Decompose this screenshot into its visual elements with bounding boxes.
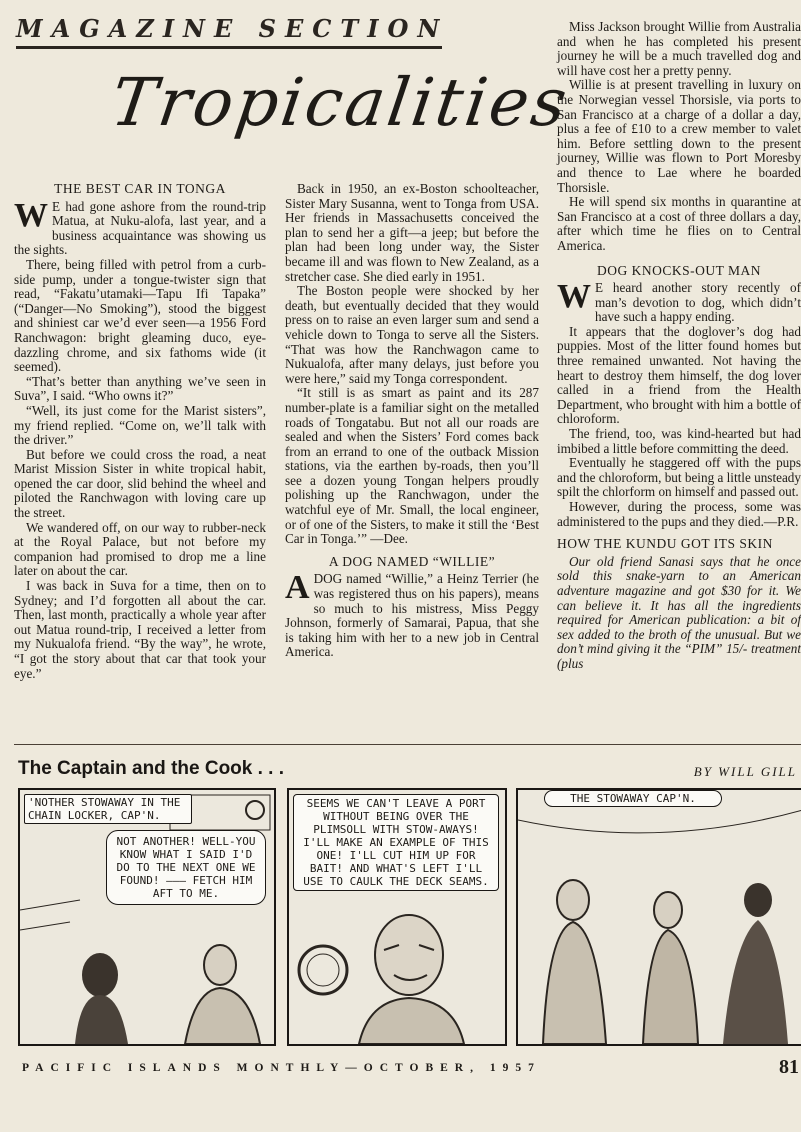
comic-illustration: [518, 790, 801, 1044]
article-paragraph: However, during the process, some was administered to the pups and they died.—P.R.: [557, 499, 801, 529]
comic-divider: [14, 744, 801, 745]
drop-cap: A: [285, 569, 310, 607]
column-2: [285, 182, 539, 660]
comic-title: The Captain and the Cook . . .: [18, 758, 285, 779]
article-paragraph: Miss Jackson brought Willie from Australia and when he has completed his present journey he will be a much travelled dog and will have cost her a pretty penny.: [557, 19, 801, 78]
article-paragraph: It appears that the doglover’s dog had puppies. Most of the litter found homes but three remained unwanted. Not having the heart to destroy them himself, the dog lover called in a friend from the Health Department, who brought with him a bottle of chloroform.: [557, 323, 801, 427]
comic-illustration: [20, 790, 274, 1044]
article-paragraph: W E had gone ashore from the round-trip Matua, at Nuku-alofa, last year, and a business acquaintance was showing us the sights.: [14, 196, 266, 258]
article-paragraph: Our old friend Sanasi says that he once sold this snake-yarn to an American adventure magazine and got $30 for it. We can believe it. It has all the ingredients required for American publication: a bit of sex added to the broth of the unusual. But we don’t mind giving it the “PIM” 15/- treatment (plus: [557, 553, 801, 671]
comic-credit: BY WILL GILL: [693, 764, 797, 779]
article-paragraph: “That’s better than anything we’ve seen in Suva”, I said. “Who owns it?”: [14, 373, 266, 404]
section-title: MAGAZINE SECTION: [16, 14, 449, 43]
article-paragraph: We wandered off, on our way to rubber-neck at the Royal Palace, but not before my companion had promised to drop me a line later on about the car.: [14, 519, 266, 579]
caption-box: THE STOWAWAY CAP'N.: [544, 790, 722, 807]
drop-cap: W: [14, 196, 48, 234]
section-divider: [16, 46, 442, 49]
caption-box: 'NOTHER STOWAWAY IN THE CHAIN LOCKER, CAP'N.: [24, 794, 192, 824]
drop-cap: W: [557, 278, 591, 316]
comic-panel-3: [516, 788, 801, 1046]
heading-best-car: THE BEST CAR IN TONGA: [54, 181, 226, 196]
comic-panel-1: [18, 788, 276, 1046]
heading-dog-willie: A DOG NAMED “WILLIE”: [328, 553, 496, 569]
article-paragraph: Back in 1950, an ex-Boston schoolteacher, Sister Mary Susanna, went to Tonga from USA. Her friends in Massachusetts conceived the plan to send her a gift—a jeep; but before the plan had been long under way, the Sister became ill and was flown to New Zealand, as a stretcher case. She died early in 1951.: [285, 181, 539, 284]
comic-panel-2: [287, 788, 507, 1046]
heading-kundu: HOW THE KUNDU GOT ITS SKIN: [557, 536, 773, 552]
article-paragraph: Eventually he staggered off with the pups and the chloroform, but being a little unsteady spilt the chlorform on himself and passed out.: [557, 455, 801, 500]
page-number: 81: [779, 1056, 799, 1078]
speech-balloon: NOT ANOTHER! WELL-YOU KNOW WHAT I SAID I'D DO TO THE NEXT ONE WE FOUND! ——— FETCH HIM AFT TO ME.: [106, 830, 266, 905]
article-paragraph: “It still is as smart as paint and its 287 number-plate is a familiar sight on the metalled roads of Tongatabu. But not all our roads are sealed and when the Sisters’ Ford comes back from an errand to one of the outback Mission stations, via the earthen by-roads, then you’ll see a dozen young Tongan helpers proudly polishing up the Ranchwagon, under the watchful eye of Mr. Small, the local engineer, or of one of the Sisters, to make it still the ‘Best Car in Tonga.’” —Dee.: [285, 385, 539, 547]
article-paragraph: Willie is at present travelling in luxury on the Norwegian vessel Thorsisle, via ports to San Francisco at a charge of a dollar a day, plus a fee of £10 to a crew member to valet him. Before settling down to the present journey, Willie was flown to Port Moresby and thence to Lae where he boarded Thorsisle.: [557, 77, 801, 195]
article-paragraph: W E heard another story recently of man’s devotion to dog, which didn’t have such a happy ending.: [557, 278, 801, 325]
footer-publication: PACIFIC ISLANDS MONTHLY—OCTOBER, 1957: [22, 1062, 541, 1074]
article-paragraph: He will spend six months in quarantine at San Francisco at a cost of three dollars a day, after which time he flies on to Central America.: [557, 194, 801, 253]
article-paragraph: The friend, too, was kind-hearted but had imbibed a little before committing the deed.: [557, 426, 801, 456]
heading-dog-knocks-out: DOG KNOCKS-OUT MAN: [596, 262, 761, 278]
article-paragraph: There, being filled with petrol from a curb-side pump, under a tongue-twister sign that read, “Fakatu’utamaki—Tapu Ifi Tapaka” (“Danger—No Smoking”), stood the biggest and shiniest car we’d ever seen—a 1956 Ford Ranchwagon: bright gleaming duco, eye-dazzling chrome, and six fathoms wide (it seemed).: [14, 256, 266, 375]
speech-balloon: SEEMS WE CAN'T LEAVE A PORT WITHOUT BEING OVER THE PLIMSOLL WITH STOW-AWAYS! I'LL MAKE AN EXAMPLE OF THIS ONE! I'LL CUT HIM UP FOR BAIT! AND WHAT'S LEFT I'LL USE TO CAULK THE DECK SEAMS.: [293, 794, 499, 891]
article-paragraph: ADOG named “Willie,” a Heinz Terrier (he was registered thus on his papers), means so much to his mistress, Miss Peggy Johnson, formerly of Samarai, Papua, that she is taking him with her to a new job in Central America.: [285, 569, 539, 660]
column-3: [557, 20, 801, 672]
article-paragraph: But before we could cross the road, a neat Marist Mission Sister in white tropical habit, opened the car door, slid behind the wheel and piloted the Ranchwagon with loving care up the street.: [14, 446, 266, 521]
article-paragraph: The Boston people were shocked by her death, but eventually decided that they would press on to raise an even larger sum and send a vehicle down to Tonga to serve all the Sisters. “That was how the Ranchwagon came to Nukualofa, after many delays, just before you were here,” said my Tonga correspondent.: [285, 283, 539, 386]
article-paragraph: I was back in Suva for a time, then on to Sydney; and I’d forgotten all about the car. Then, last month, practically a whole year after out Matua round-trip, I received a letter from my Nukualofa friend. “By the way”, he wrote, “I got the story about that car that took your eye.”: [14, 578, 266, 681]
article-paragraph: “Well, its just come for the Marist sisters”, my friend replied. “Come on, we’ll talk with the driver.”: [14, 402, 266, 448]
page-title: Tropicalities: [106, 64, 575, 141]
column-1: [14, 182, 266, 681]
